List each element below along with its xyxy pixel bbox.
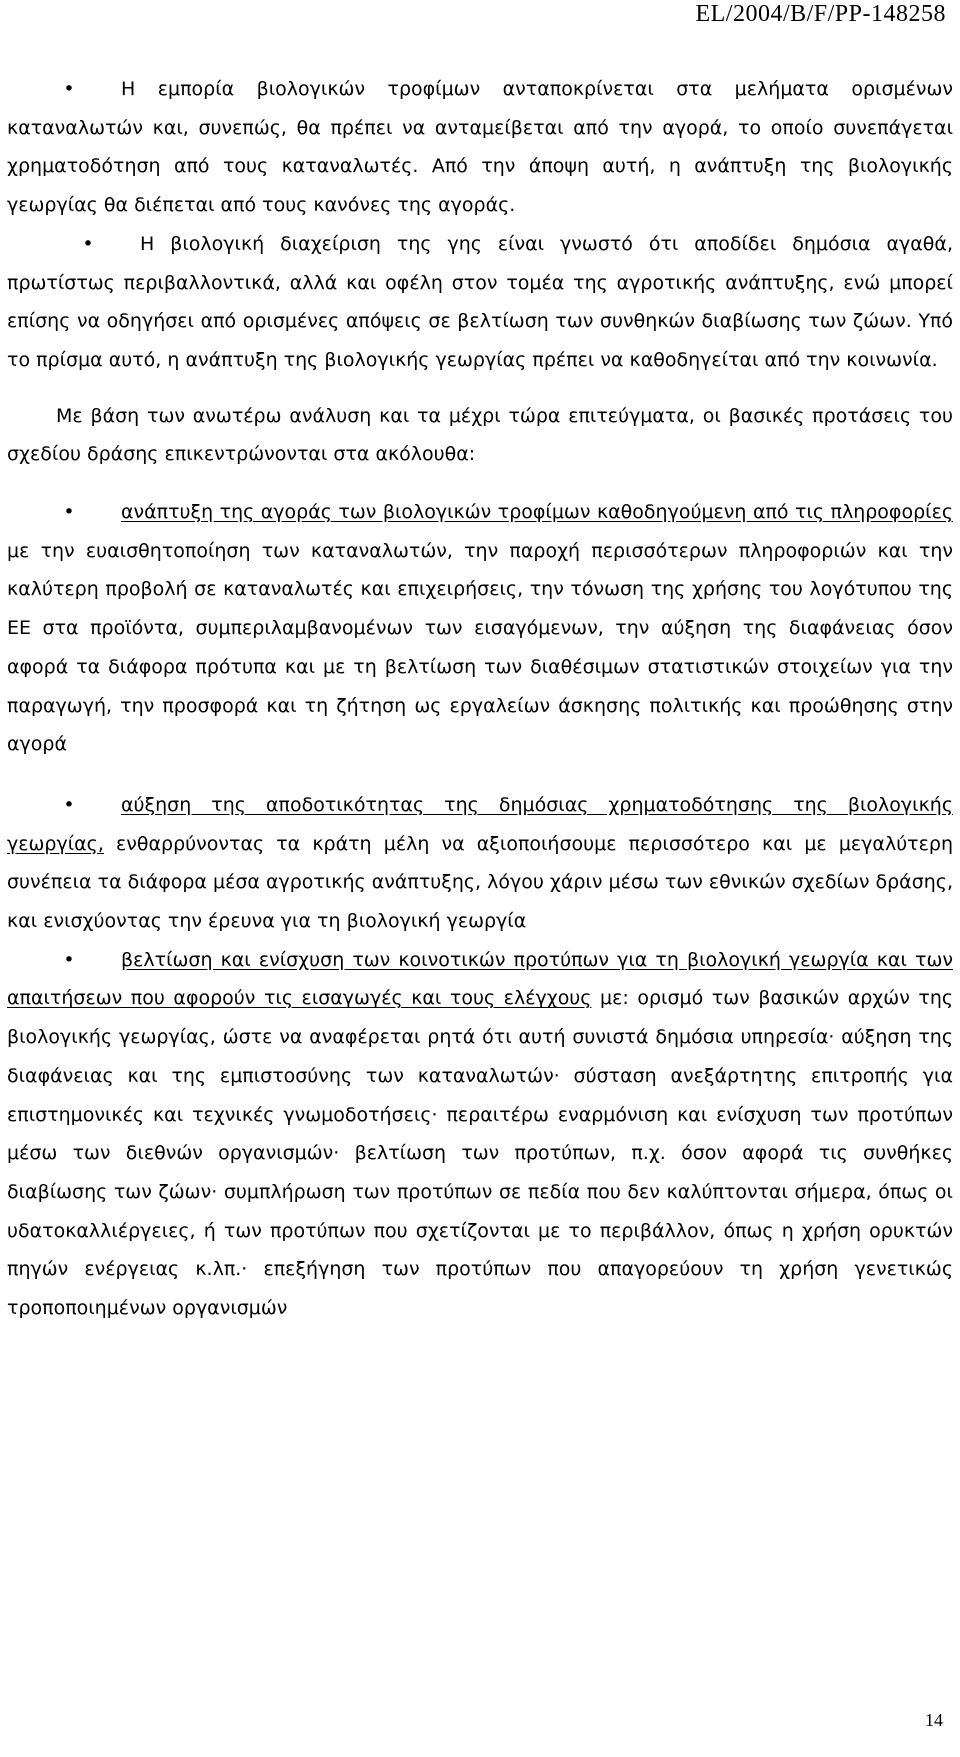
document-body [7, 70, 953, 1328]
underlined-heading: βελτίωση και ενίσχυση των κοινοτικών προτύπων για τη βιολογική γεωργία και των απαιτήσεων που αφορούν τις εισαγωγές και τους ελέγχους [7, 948, 953, 1010]
document-reference: EL/2004/B/F/PP-148258 [695, 1, 946, 27]
paragraph-text: Με βάση των ανωτέρω ανάλυση και τα μέχρι τώρα επιτεύγματα, οι βασικές προτάσεις του σχεδίου δράσης επικεντρώνονται στα ακόλουθα: [7, 404, 953, 466]
paragraph-market-response [7, 70, 953, 225]
paragraph-standards [7, 941, 953, 1328]
paragraph-market-development [7, 493, 953, 764]
paragraph-text: με την ευαισθητοποίηση των καταναλωτών, την παροχή περισσότερων πληροφοριών και την καλύτερη προβολή σε καταναλωτές και επιχειρήσεις, την τόνωση της χρήσης του λογότυπου της ΕΕ στα προϊόντα, συμπεριλαμβανομένων των εισαγόμενων, την αύξηση της διαφάνειας όσον αφορά τα διάφορα πρότυπα και με τη βελτίωση των διαθέσιμων στατιστικών στοιχείων για την παραγωγή, την προσφορά και τη ζήτηση ως εργαλείων άσκησης πολιτικής και προώθησης στην αγορά [7, 539, 953, 756]
bullet-marker: • [63, 948, 75, 971]
paragraph-text: Η εμπορία βιολογικών τροφίμων ανταποκρίνεται στα μελήματα ορισμένων καταναλωτών και, συνεπώς, θα πρέπει να ανταμείβεται από την αγορά, το οποίο συνεπάγεται χρηματοδότηση από τους καταναλωτές. Από την άποψη αυτή, η ανάπτυξη της βιολογικής γεωργίας θα διέπεται από τους κανόνες της αγοράς. [7, 78, 953, 217]
bullet-marker: • [82, 232, 94, 255]
underlined-heading: ανάπτυξη της αγοράς των βιολογικών τροφίμων καθοδηγούμενη από τις πληροφορίες [121, 501, 953, 524]
paragraph-text: Η βιολογική διαχείριση της γης είναι γνωστό ότι αποδίδει δημόσια αγαθά, πρωτίστως περιβαλλοντικά, αλλά και οφέλη στον τομέα της αγροτικής ανάπτυξης, ενώ μπορεί επίσης να οδηγήσει από ορισμένες απόψεις σε βελτίωση των συνθηκών διαβίωσης των ζώων. Υπό το πρίσμα αυτό, η ανάπτυξη της βιολογικής γεωργίας πρέπει να καθοδηγείται από την κοινωνία. [7, 232, 953, 371]
paragraph-text: ενθαρρύνοντας τα κράτη μέλη να αξιοποιήσουμε περισσότερο και με μεγαλύτερη συνέπεια τα διάφορα μέσα αγροτικής ανάπτυξης, λόγου χάριν μέσω των εθνικών σχεδίων δράσης, και ενισχύοντας την έρευνα για τη βιολογική γεωργία [7, 832, 953, 933]
page-number: 14 [925, 1710, 943, 1730]
bullet-marker: • [63, 78, 75, 100]
paragraph-funding-efficiency [7, 786, 953, 941]
bullet-marker: • [63, 793, 75, 816]
paragraph-public-goods [7, 225, 953, 380]
paragraph-text: με: ορισμό των βασικών αρχών της βιολογικής γεωργίας, ώστε να αναφέρεται ρητά ότι αυτή συνιστά δημόσια υπηρεσία· αύξηση της διαφάνειας και της εμπιστοσύνης των καταναλωτών· σύσταση ανεξάρτητης επιτροπής για επιστημονικές και τεχνικές γνωμοδοτήσεις· περαιτέρω εναρμόνιση και ενίσχυση των προτύπων μέσω των διεθνών οργανισμών· βελτίωση των προτύπων, π.χ. όσον αφορά τις συνθήκες διαβίωσης των ζώων· συμπλήρωση των προτύπων σε πεδία που δεν καλύπτονται σήμερα, όπως οι υδατοκαλλιέργειες, ή των προτύπων που σχετίζονται με το περιβάλλον, όπως η χρήση ορυκτών πηγών ενέργειας κ.λπ.· επεξήγηση των προτύπων που απαγορεύουν τη χρήση γενετικώς τροποποιημένων οργανισμών [7, 987, 954, 1320]
paragraph-proposals-intro [7, 397, 953, 474]
underlined-heading: αύξηση της αποδοτικότητας της δημόσιας χρηματοδότησης της βιολογικής γεωργίας, [7, 793, 953, 855]
bullet-marker: • [63, 501, 75, 524]
